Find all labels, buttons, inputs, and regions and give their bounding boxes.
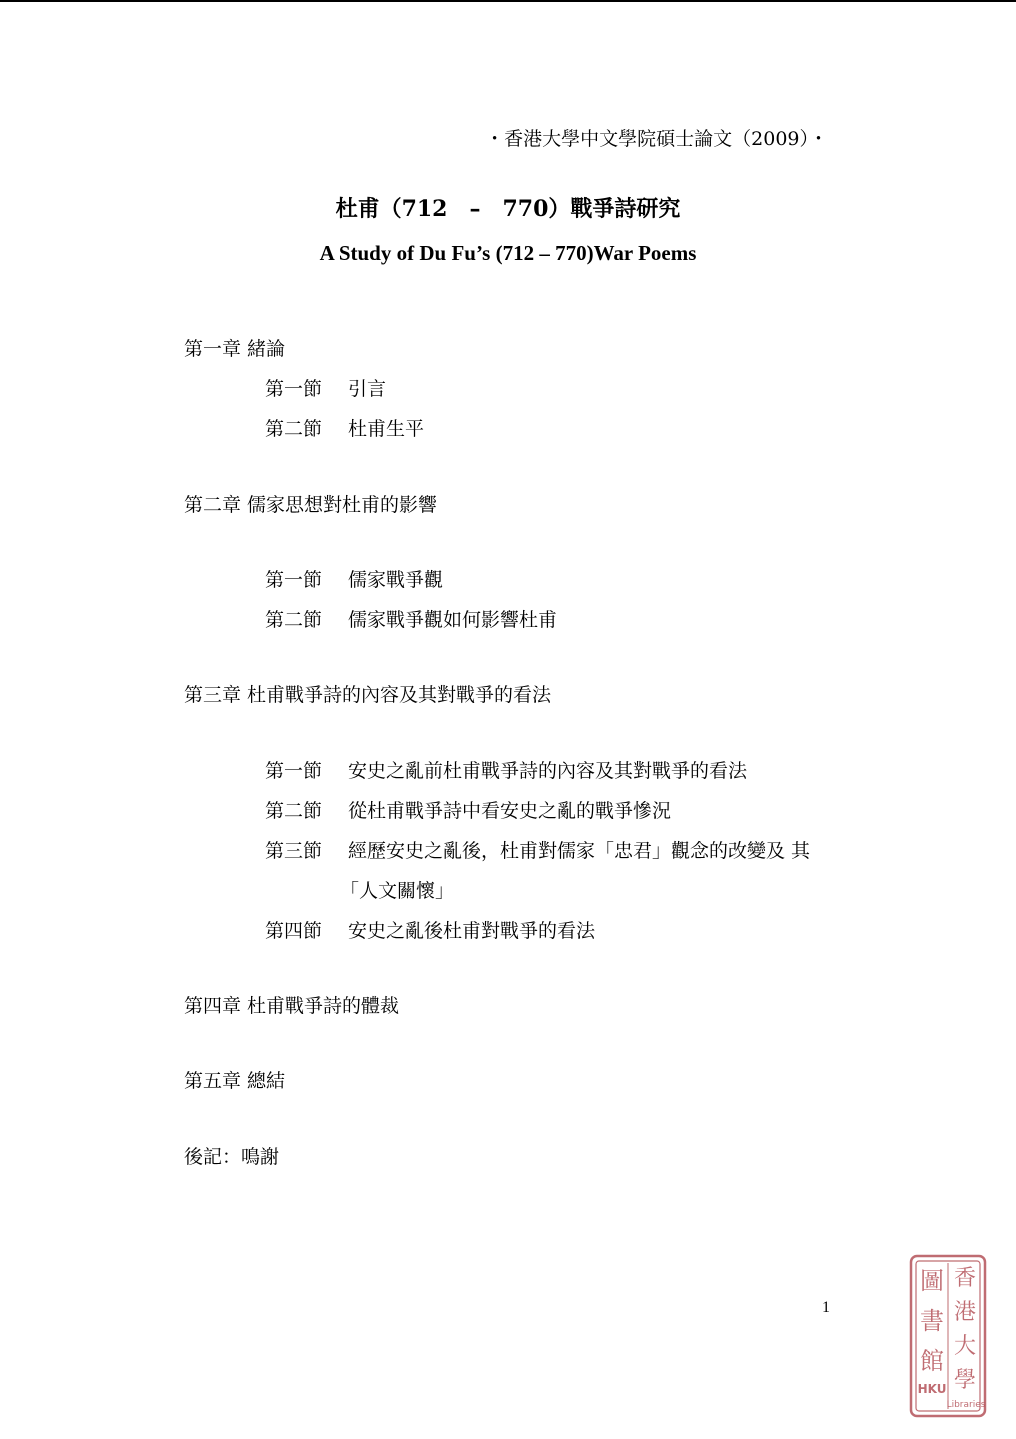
chapter-3-title: 第三章 杜甫戰爭詩的內容及其對戰爭的看法 — [184, 684, 552, 706]
section-number: 第四節 — [265, 920, 323, 942]
chapter-1-section-1 — [265, 380, 386, 399]
svg-text:HKU: HKU — [917, 1382, 947, 1396]
svg-text:大: 大 — [953, 1334, 977, 1359]
chapter-2-title: 第二章 儒家思想對杜甫的影響 — [184, 494, 438, 516]
postscript: 後記：鳴謝 — [184, 1146, 280, 1168]
section-title: 安史之亂前杜甫戰爭詩的內容及其對戰爭的看法 — [348, 760, 748, 782]
title-english: A Study of Du Fu’s (712 – 770)War Poems — [319, 241, 697, 265]
chapter-2-section-2 — [265, 611, 557, 630]
section-title: 儒家戰爭觀如何影響杜甫 — [348, 609, 558, 631]
section-number: 第一節 — [265, 378, 323, 400]
section-number: 第二節 — [265, 609, 323, 631]
section-number: 第二節 — [265, 418, 323, 440]
chapter-5-title: 第五章 總結 — [184, 1070, 286, 1092]
section-title: 從杜甫戰爭詩中看安史之亂的戰爭慘況 — [348, 800, 672, 822]
chapter-3-section-3 — [265, 842, 810, 861]
chapter-2-section-1 — [265, 571, 443, 590]
section-title: 引言 — [348, 378, 387, 400]
svg-text:學: 學 — [953, 1368, 977, 1393]
svg-text:圖: 圖 — [920, 1267, 944, 1295]
section-number: 第二節 — [265, 800, 323, 822]
page-number: 1 — [822, 1299, 830, 1316]
hku-libraries-seal-stamp — [908, 1253, 988, 1419]
svg-text:館: 館 — [920, 1347, 944, 1375]
svg-text:Libraries: Libraries — [946, 1400, 986, 1410]
section-title: 經歷安史之亂後，杜甫對儒家「忠君」觀念的改變及 其 — [348, 840, 811, 862]
chapter-3-section-4 — [265, 922, 595, 941]
section-number: 第一節 — [265, 569, 323, 591]
title-chinese: 杜甫（712 – 770）戰爭詩研究 — [335, 196, 681, 222]
chapter-3-section-3-continuation: 「人文關懷」 — [340, 880, 455, 902]
section-title: 儒家戰爭觀 — [348, 569, 444, 591]
svg-text:港: 港 — [953, 1300, 977, 1325]
chapter-3-section-1 — [265, 762, 747, 781]
svg-text:香: 香 — [953, 1266, 977, 1291]
top-border-line — [0, 0, 1016, 2]
chapter-3-section-2 — [265, 802, 671, 821]
chapter-1-title: 第一章 緒論 — [184, 338, 286, 360]
section-number: 第一節 — [265, 760, 323, 782]
page-header: ・香港大學中文學院碩士論文（2009）・ — [485, 128, 828, 150]
chapter-1-section-2 — [265, 420, 424, 439]
section-number: 第三節 — [265, 840, 323, 862]
chapter-4-title: 第四章 杜甫戰爭詩的體裁 — [184, 995, 400, 1017]
section-title: 安史之亂後杜甫對戰爭的看法 — [348, 920, 596, 942]
section-title: 杜甫生平 — [348, 418, 425, 440]
svg-text:書: 書 — [920, 1307, 944, 1335]
